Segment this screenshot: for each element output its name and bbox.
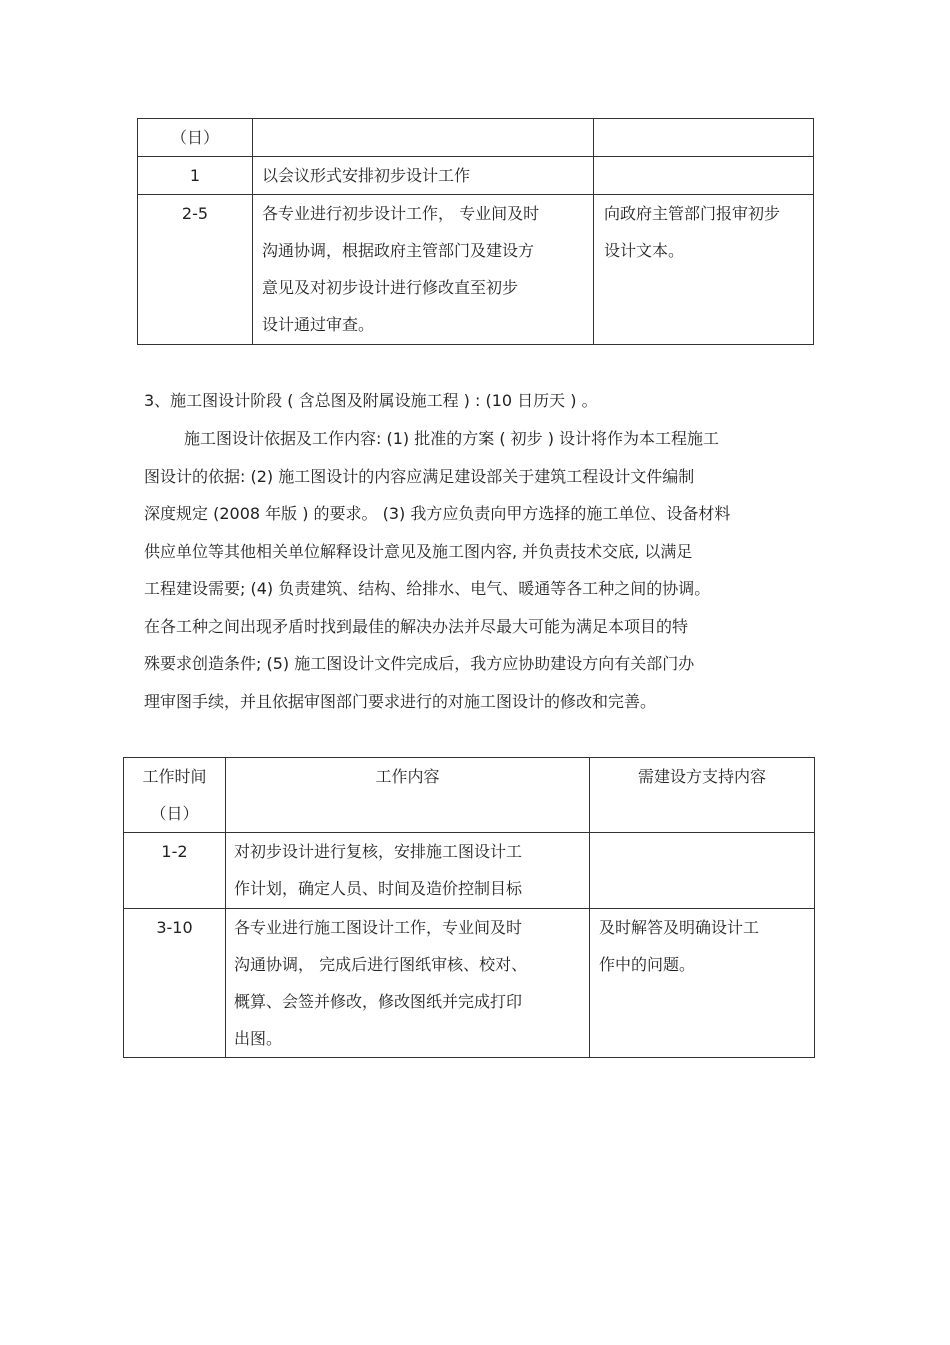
section-heading: 3、施工图设计阶段 ( 含总图及附属设施工程 ) : (10 日历天 ) 。: [144, 391, 598, 410]
work-line: 出图。: [234, 1029, 283, 1048]
table-row: [138, 119, 814, 157]
work-line: 对初步设计进行复核，安排施工图设计工: [234, 842, 523, 861]
work-cell: [226, 909, 590, 1058]
header-support-cell: [590, 758, 815, 833]
body-line: 理审图手续，并且依据审图部门要求进行的对施工图设计的修改和完善。: [144, 691, 657, 711]
table-row: [124, 909, 815, 1058]
work-line: 沟通协调， 完成后进行图纸审核、校对、: [234, 955, 528, 974]
initial-design-schedule-table: [137, 118, 814, 345]
header-time-cell: [124, 758, 226, 833]
body-line: 深度规定 (2008 年版 ) 的要求。 (3) 我方应负责向甲方选择的施工单位、设备材料: [144, 504, 731, 523]
body-line: 在各工种之间出现矛盾时找到最佳的解决办法并尽最大可能为满足本项目的特: [144, 616, 689, 636]
header-time-unit: （日）: [150, 804, 199, 823]
day-cell: [124, 909, 226, 1058]
work-line: 各专业进行初步设计工作， 专业间及时: [262, 204, 540, 223]
support-line: 向政府主管部门报审初步: [604, 204, 781, 223]
work-value: 以会议形式安排初步设计工作: [262, 166, 471, 185]
work-cell: [253, 157, 594, 195]
work-cell: [253, 195, 594, 345]
day-value: （日）: [170, 128, 219, 147]
table-row: [138, 195, 814, 345]
day-cell: [138, 157, 253, 195]
support-cell: [594, 119, 814, 157]
body-line: 施工图设计依据及工作内容: (1) 批准的方案 ( 初步 ) 设计将作为本工程施工: [184, 429, 720, 448]
header-time-label: 工作时间: [142, 767, 207, 786]
work-line: 各专业进行施工图设计工作，专业间及时: [234, 918, 523, 937]
header-support-label: 需建设方支持内容: [637, 767, 766, 786]
work-cell: [226, 833, 590, 909]
work-line: 作计划，确定人员、时间及造价控制目标: [234, 879, 523, 898]
work-line: 意见及对初步设计进行修改直至初步: [262, 278, 519, 297]
table-row: [124, 833, 815, 909]
body-line: 图设计的依据: (2) 施工图设计的内容应满足建设部关于建筑工程设计文件编制: [144, 466, 695, 486]
day-value: 2-5: [181, 204, 209, 223]
day-cell: [138, 119, 253, 157]
section-body: [144, 420, 814, 720]
day-cell: [124, 833, 226, 909]
support-cell: [590, 909, 815, 1058]
table-row: [138, 157, 814, 195]
body-line: 殊要求创造条件; (5) 施工图设计文件完成后，我方应协助建设方向有关部门办: [144, 654, 695, 673]
header-work-cell: [226, 758, 590, 833]
day-value: 1-2: [161, 842, 188, 861]
support-cell: [594, 157, 814, 195]
support-cell: [590, 833, 815, 909]
work-line: 设计通过审查。: [262, 315, 375, 334]
work-cell: [253, 119, 594, 157]
table-header-row: [124, 758, 815, 833]
body-line: 供应单位等其他相关单位解释设计意见及施工图内容, 并负责技术交底, 以满足: [144, 541, 693, 561]
support-line: 作中的问题。: [599, 955, 696, 974]
day-value: 3-10: [156, 918, 193, 937]
body-line: 工程建设需要; (4) 负责建筑、结构、给排水、电气、暖通等各工种之间的协调。: [144, 579, 711, 598]
support-cell: [594, 195, 814, 345]
construction-drawing-schedule-table: [123, 757, 815, 1058]
header-work-label: 工作内容: [375, 767, 440, 786]
support-line: 设计文本。: [604, 241, 685, 260]
support-line: 及时解答及明确设计工: [599, 918, 760, 937]
work-line: 沟通协调，根据政府主管部门及建设方: [262, 241, 535, 260]
work-line: 概算、会签并修改，修改图纸并完成打印: [234, 992, 523, 1011]
day-value: 1: [189, 166, 201, 185]
day-cell: [138, 195, 253, 345]
